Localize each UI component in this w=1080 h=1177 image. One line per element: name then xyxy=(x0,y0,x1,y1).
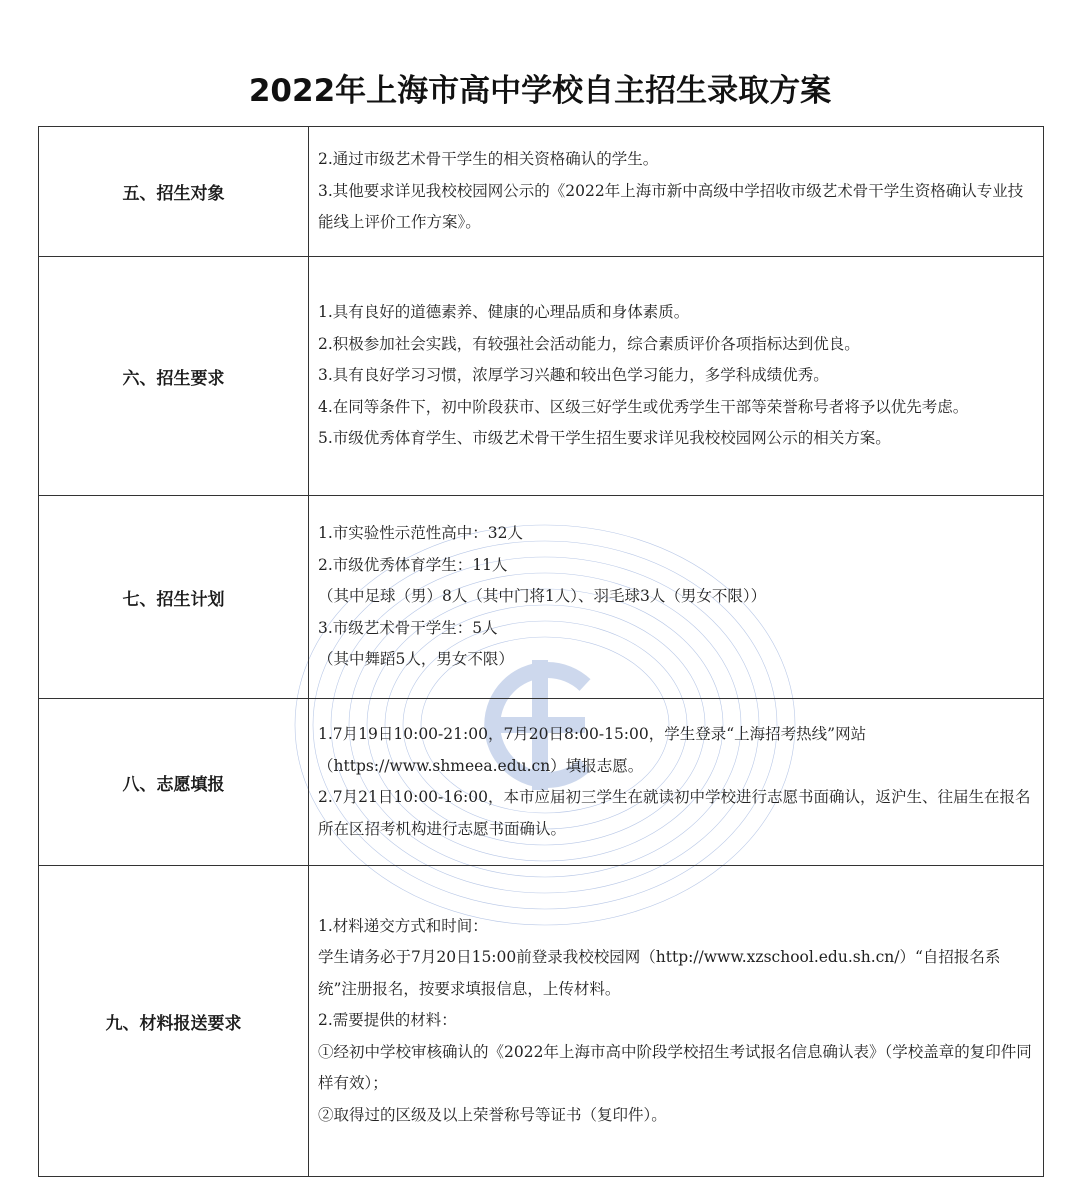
table-row xyxy=(39,257,1044,496)
table-row xyxy=(39,699,1044,866)
content-line: 3.市级艺术骨干学生：5人 xyxy=(318,618,498,637)
section-heading: 七、招生计划 xyxy=(39,496,309,699)
content-line: 3.其他要求详见我校校园网公示的《2022年上海市新中高级中学招收市级艺术骨干学生资格确认专业技能线上评价工作方案》。 xyxy=(318,181,1024,232)
content-line: 5.市级优秀体育学生、市级艺术骨干学生招生要求详见我校校园网公示的相关方案。 xyxy=(318,429,891,448)
content-line: 1.7月19日10:00-21:00，7月20日8:00-15:00，学生登录“上海招考热线”网站（https://www.shmeea.edu.cn）填报志愿。 xyxy=(318,725,867,775)
admission-plan-table xyxy=(38,126,1044,1177)
content-line: ①经初中学校审核确认的《2022年上海市高中阶段学校招生考试报名信息确认表》（学校盖章的复印件同样有效）； xyxy=(318,1042,1032,1093)
section-content xyxy=(309,699,1044,866)
section-content xyxy=(309,496,1044,699)
content-line: 1.材料递交方式和时间： xyxy=(318,916,488,935)
content-line: 2.通过市级艺术骨干学生的相关资格确认的学生。 xyxy=(318,150,659,169)
section-content xyxy=(309,257,1044,496)
content-line: 学生请务必于7月20日15:00前登录我校校园网（http://www.xzschool.edu.sh.cn/）“自招报名系统”注册报名，按要求填报信息，上传材料。 xyxy=(318,948,1001,998)
content-line: 1.具有良好的道德素养、健康的心理品质和身体素质。 xyxy=(318,303,690,322)
section-heading: 八、志愿填报 xyxy=(39,699,309,866)
content-line: 2.市级优秀体育学生：11人 xyxy=(318,555,508,574)
content-line: ②取得过的区级及以上荣誉称号等证书（复印件）。 xyxy=(318,1105,667,1124)
content-line: 2.需要提供的材料： xyxy=(318,1011,457,1030)
page-title: 2022年上海市高中学校自主招生录取方案 xyxy=(248,73,832,109)
table-row xyxy=(39,866,1044,1177)
section-heading: 六、招生要求 xyxy=(39,257,309,496)
section-content xyxy=(309,127,1044,257)
section-content xyxy=(309,866,1044,1177)
content-line: 3.具有良好学习习惯，浓厚学习兴趣和较出色学习能力，多学科成绩优秀。 xyxy=(318,366,829,385)
content-line: 1.市实验性示范性高中：32人 xyxy=(318,524,524,543)
content-line: 2.积极参加社会实践，有较强社会活动能力，综合素质评价各项指标达到优良。 xyxy=(318,334,860,353)
content-line: 2.7月21日10:00-16:00，本市应届初三学生在就读初中学校进行志愿书面确认，返沪生、往届生在报名所在区招考机构进行志愿书面确认。 xyxy=(318,788,1031,838)
content-line: 4.在同等条件下，初中阶段获市、区级三好学生或优秀学生干部等荣誉称号者将予以优先考虑。 xyxy=(318,397,969,416)
content-line: （其中舞蹈5人，男女不限） xyxy=(318,650,514,669)
table-row xyxy=(39,496,1044,699)
content-line: （其中足球（男）8人（其中门将1人）、羽毛球3人（男女不限）） xyxy=(318,587,767,606)
section-heading: 九、材料报送要求 xyxy=(39,866,309,1177)
table-row xyxy=(39,127,1044,257)
section-heading: 五、招生对象 xyxy=(39,127,309,257)
